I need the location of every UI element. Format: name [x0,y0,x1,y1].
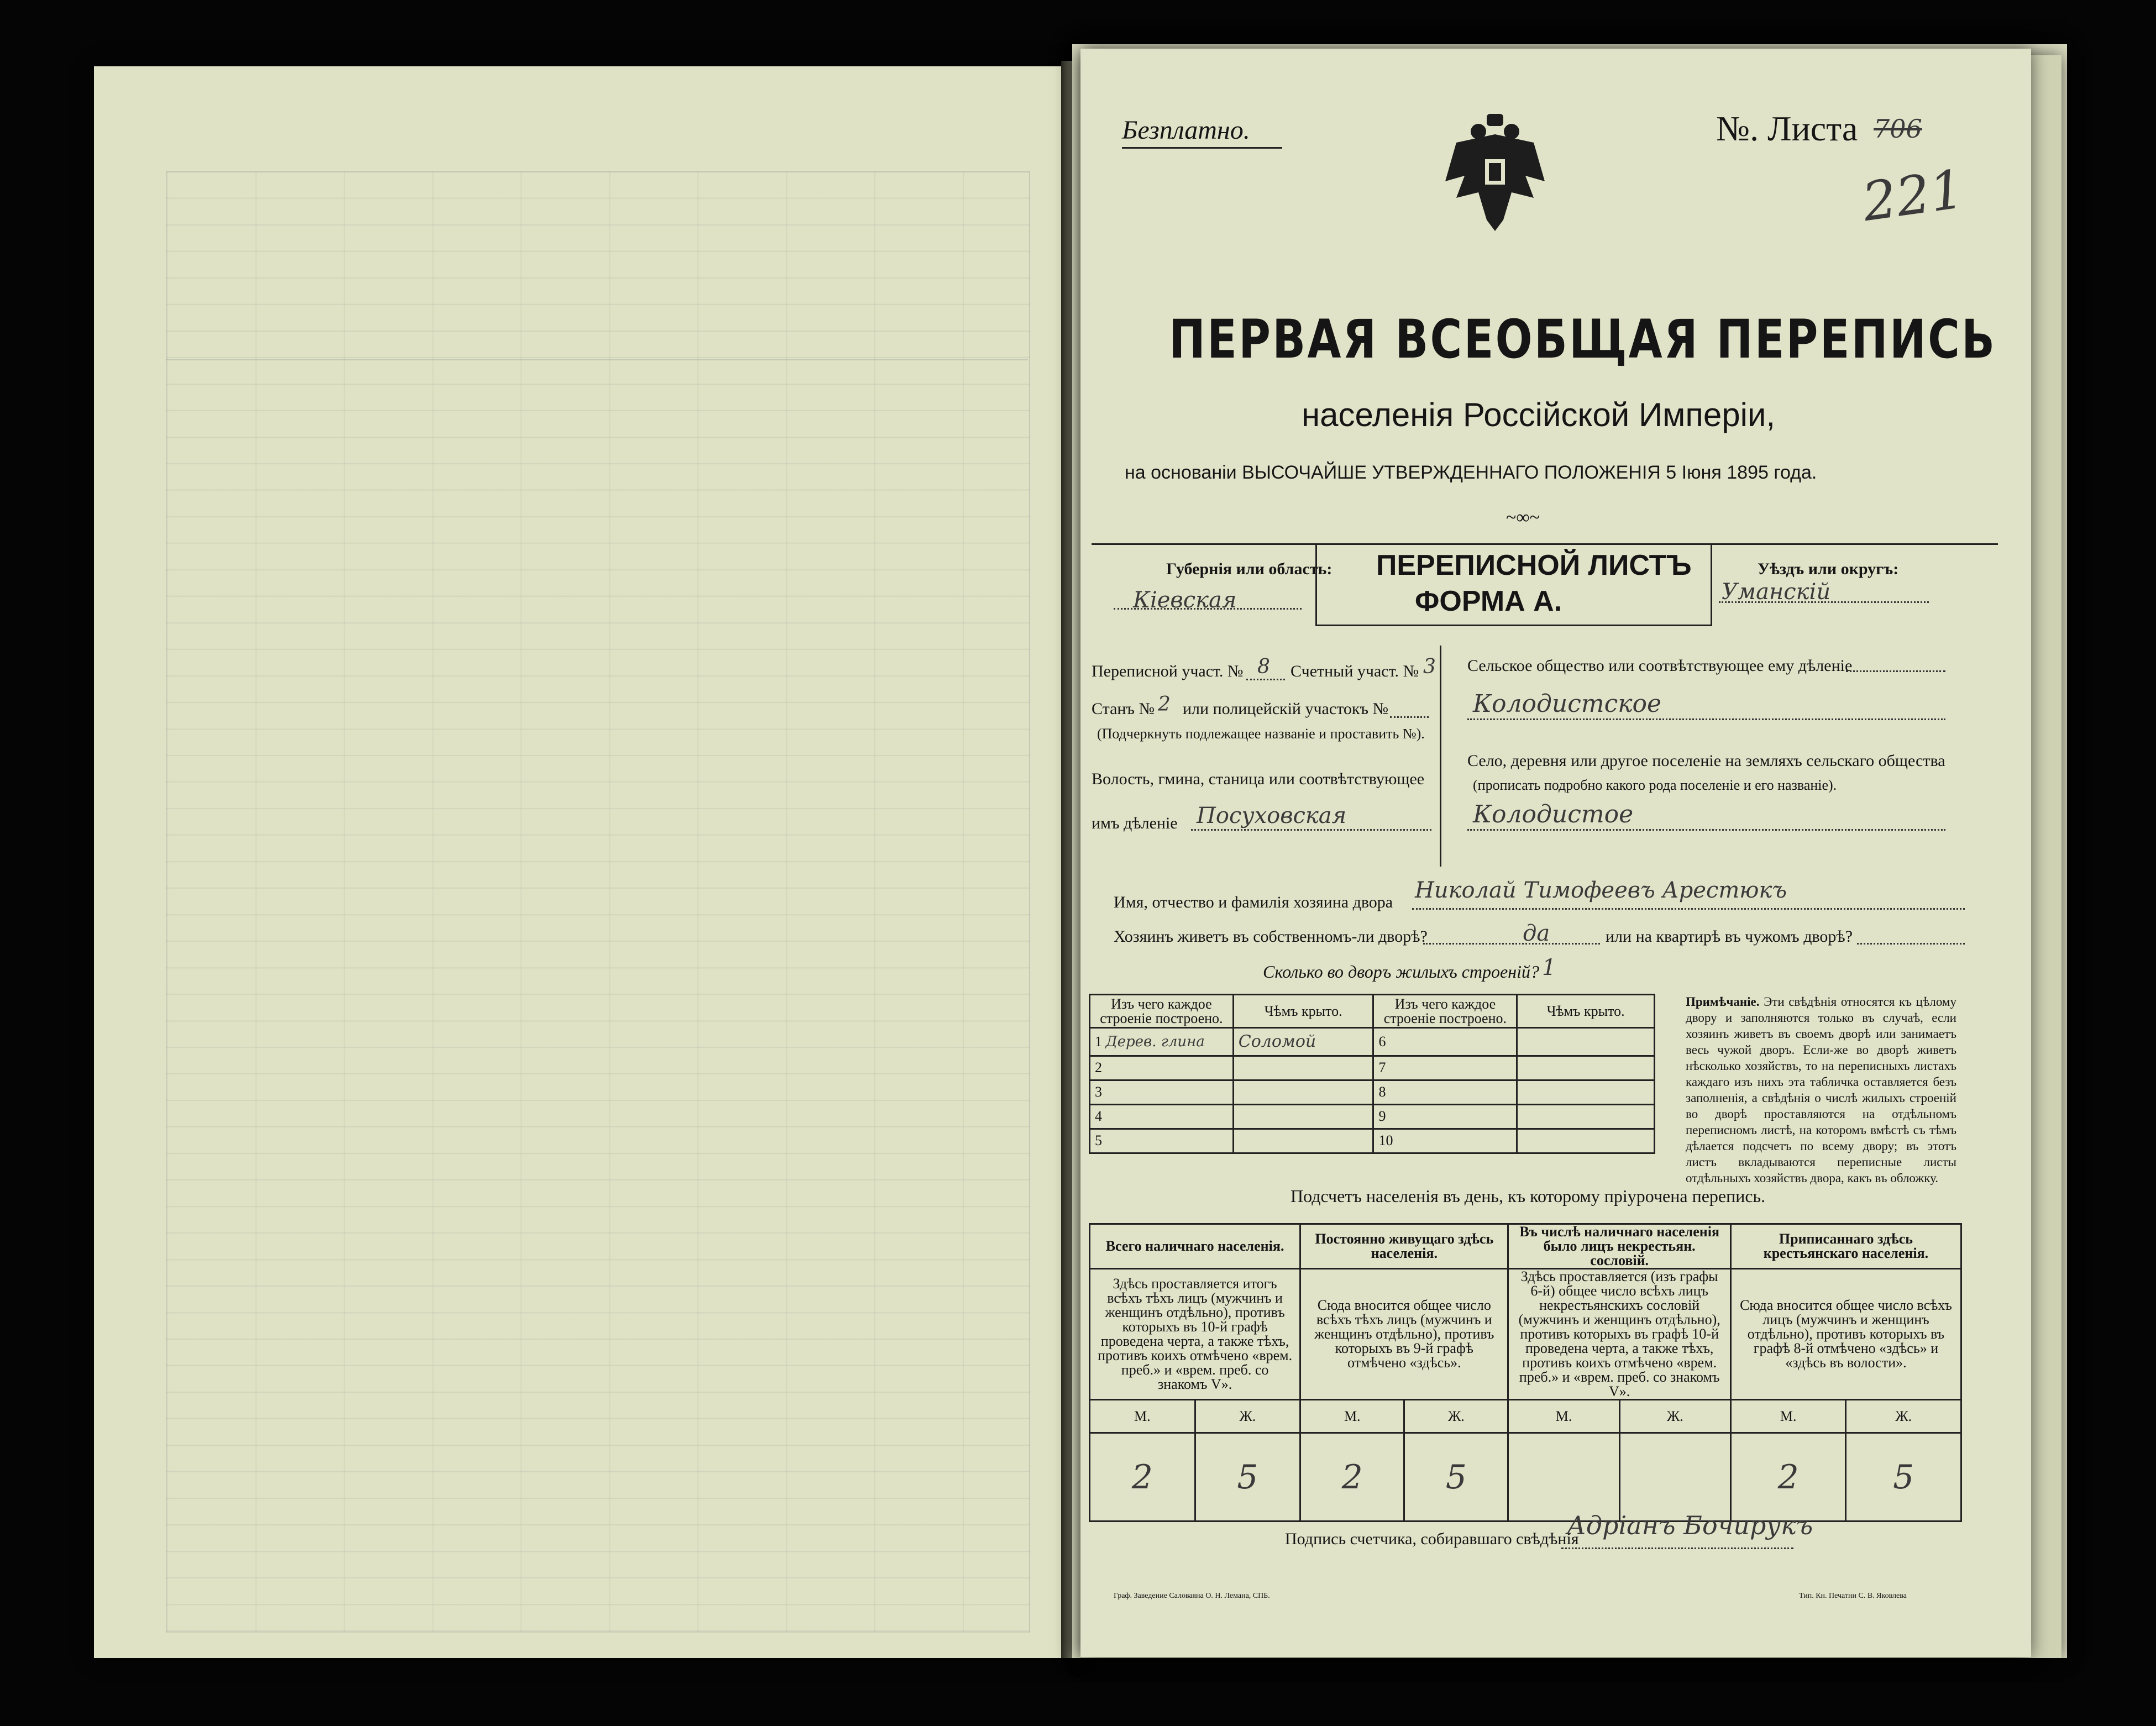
ornament-divider: ~∞~ [1506,507,1540,528]
owner-lives-line [1423,943,1600,945]
buildings-col-roof: Чѣмъ крыто. [1233,995,1373,1028]
imperial-eagle-icon [1440,109,1550,237]
sheet-number-label: №. Листа [1716,109,1858,148]
village-label-2: (прописать подробно какого рода поселеніе и его названіе). [1473,777,1837,793]
count-col-3-title: Въ числѣ наличнаго населенія было лицъ некрестьян. сословій. [1508,1224,1730,1269]
left-page [94,66,1078,1658]
footer-left-print: Граф. Заведение Саловаяна О. Н. Лемана, СПБ. [1114,1592,1270,1600]
buildings-col-roof-2: Чѣмъ крыто. [1517,995,1655,1028]
note-label: Примѣчаніе. [1686,995,1760,1009]
row-number: 2 [1090,1056,1234,1080]
free-underline [1122,147,1282,149]
footer-right-print: Тип. Кн. Печатни С. В. Яковлева [1799,1592,1907,1600]
row-number: 8 [1373,1080,1517,1104]
count-noncrest-zh [1619,1433,1730,1522]
owner-apartment-label: или на квартирѣ въ чужомъ дворѣ? [1606,927,1853,946]
row-number: 9 [1373,1104,1517,1129]
census-area-label: Переписной участ. № [1092,662,1244,680]
row-roof: Соломой [1233,1028,1373,1056]
buildings-label: Сколько во дворъ жилыхъ строеній? [1263,962,1539,982]
buildings-table [1089,994,1655,1154]
table-row [1090,1104,1655,1129]
row-number: 1 [1095,1033,1102,1050]
row-number: 5 [1090,1129,1234,1153]
buildings-col-material: Изъ чего каждое строеніе построено. [1090,995,1234,1028]
count-total-zh: 5 [1195,1433,1300,1522]
m-header: М. [1730,1400,1846,1433]
underline-note: (Подчеркнуть подлежащее названіе и проставить №). [1097,726,1425,742]
row-number: 7 [1373,1056,1517,1080]
count-col-2-desc: Сюда вносится общее число всѣхъ тѣхъ лицъ (мужчинъ и женщинъ отдѣльно), противъ которыхъ въ 9-й графѣ отмѣчено «здѣсь». [1300,1269,1508,1400]
sheet-number-handwritten: 221 [1859,158,1968,234]
m-header: М. [1300,1400,1404,1433]
volost-value: Посуховская [1197,803,1347,828]
stan-label: Станъ № [1092,700,1155,718]
main-title: ПЕРВАЯ ВСЕОБЩАЯ ПЕРЕПИСЬ [1169,308,1997,370]
count-total-m: 2 [1090,1433,1195,1522]
count-col-4-title: Приписаннаго здѣсь крестьянскаго населенія. [1730,1224,1961,1269]
zh-header: Ж. [1619,1400,1730,1433]
table-row [1090,1129,1655,1153]
society-line-end [1846,670,1945,672]
census-area-line [1246,679,1285,680]
signature-label: Подпись счетчика, собиравшаго свѣдѣнія [1285,1530,1579,1548]
count-resident-m: 2 [1300,1433,1404,1522]
note-text: Эти свѣдѣнія относятся къ цѣлому двору и заполняются только въ случаѣ, если хозяинъ живетъ въ своемъ дворѣ или занимаетъ весь чужой дворъ. Если-же во дворѣ живетъ нѣсколько хозяйствъ, то на переписныхъ листахъ каждаго изъ нихъ эта табличка оставляется безъ заполненія, а свѣдѣнія о числѣ жилыхъ строеній во дворѣ проставляются на отдѣльномъ переписномъ листѣ, на которомъ вмѣстѣ съ тѣмъ дѣлается подсчетъ по всему двору; въ этотъ листъ вкладываются переписные листы отдѣльныхъ хозяйствъ двора, какъ въ обложку. [1686,995,1956,1185]
table-row [1090,1028,1655,1056]
zh-header: Ж. [1195,1400,1300,1433]
police-label: или полицейскій участокъ № [1183,700,1389,718]
volost-line [1191,829,1431,831]
society-value: Колодистское [1473,690,1662,718]
village-line [1467,829,1945,831]
faded-grid [166,171,1030,1633]
form-box-divider-left [1315,543,1317,626]
count-col-1-title: Всего наличнаго населенія. [1090,1224,1300,1269]
form-title-line-1: ПЕРЕПИСНОЙ ЛИСТЪ [1376,549,1692,581]
note-block [1686,994,1956,1186]
signature-line [1561,1547,1793,1549]
buildings-col-material-2: Изъ чего каждое строеніе построено. [1373,995,1517,1028]
owner-name-label: Имя, отчество и фамилія хозяина двора [1114,893,1393,911]
zh-header: Ж. [1846,1400,1961,1433]
count-heading: Подсчетъ населенія въ день, къ которому пріурочена перепись. [1291,1186,1766,1206]
count-col-4-desc: Сюда вносится общее число всѣхъ лицъ (мужчинъ и женщинъ отдѣльно), противъ которыхъ въ графѣ 8-й отмѣчено «здѣсь» и «здѣсь въ волости». [1730,1269,1961,1400]
faded-header [166,171,1028,360]
counting-area-label: Счетный участ. № [1291,662,1419,680]
province-value: Кіевская [1133,587,1237,613]
row-material: Дерев. глина [1105,1033,1205,1050]
police-line [1390,716,1429,718]
table-row [1090,1080,1655,1104]
count-col-3-desc: Здѣсь проставляется (изъ графы 6-й) общее число всѣхъ лицъ некрестьянскихъ сословій (мужчинъ и женщинъ отдѣльно), противъ которыхъ въ графѣ 10-й проведена черта, а также тѣхъ, противъ коихъ отмѣчено «врем. преб.» и «врем. преб. со знакомъ V». [1508,1269,1730,1400]
district-line [1719,601,1929,603]
village-label-1: Село, деревня или другое поселеніе на земляхъ сельскаго общества [1467,752,1945,770]
table-row [1090,1056,1655,1080]
census-area-value: 8 [1257,655,1270,678]
m-header: М. [1508,1400,1619,1433]
zh-header: Ж. [1404,1400,1508,1433]
count-table [1089,1223,1962,1522]
free-label: Безплатно. [1122,116,1250,145]
buildings-value: 1 [1542,955,1556,980]
owner-name-value: Николай Тимофеевъ Арестюкъ [1415,878,1787,903]
owner-lives-value: да [1523,921,1550,946]
form-box-top-line [1092,543,1998,545]
count-col-2-title: Постоянно живущаго здѣсь населенія. [1300,1224,1508,1269]
fields-separator [1440,646,1441,867]
form-box-divider-right [1711,543,1712,626]
row-number: 4 [1090,1104,1234,1129]
volost-label-1: Волость, гмина, станица или соотвѣтствующее [1092,770,1425,788]
count-assigned-m: 2 [1730,1433,1846,1522]
counting-area-value: 3 [1423,655,1436,678]
society-line [1467,718,1945,720]
volost-label-2: имъ дѣленіе [1092,814,1178,832]
province-line [1114,608,1302,610]
owner-lives-label: Хозяинъ живетъ въ собственномъ-ли дворѣ? [1114,927,1428,946]
count-col-1-desc: Здѣсь проставляется итогъ всѣхъ тѣхъ лицъ (мужчинъ и женщинъ отдѣльно), противъ которыхъ въ 10-й графѣ проведена черта, а также тѣхъ, противъ коихъ отмѣчено «врем. преб.» и «врем. преб. со знакомъ V». [1090,1269,1300,1400]
society-label: Сельское общество или соотвѣтствующее ему дѣленіе [1467,657,1853,675]
owner-apartment-line [1857,943,1965,945]
count-noncrest-m [1508,1433,1619,1522]
form-title-line-2: ФОРМА А. [1415,585,1562,617]
row-number: 6 [1373,1028,1517,1056]
sheet-number-struck: 706 [1874,114,1922,144]
signature-value: Адріанъ Бочирукъ [1567,1510,1813,1540]
stan-value: 2 [1158,693,1171,716]
m-header: М. [1090,1400,1195,1433]
count-assigned-zh: 5 [1846,1433,1961,1522]
count-resident-zh: 5 [1404,1433,1508,1522]
owner-name-line [1412,908,1965,910]
row-number: 10 [1373,1129,1517,1153]
form-box-bottom-line [1315,625,1712,626]
sub-title: населенія Россійской Имперіи, [1302,396,1776,433]
district-label: Уѣздъ или округъ: [1758,560,1899,578]
village-value: Колодистое [1473,800,1634,828]
province-label: Губернія или область: [1166,560,1333,578]
basis-line: на основаніи ВЫСОЧАЙШЕ УТВЕРЖДЕННАГО ПОЛОЖЕНІЯ 5 Іюня 1895 года. [1125,462,1817,483]
row-number: 3 [1090,1080,1234,1104]
census-form-page [1080,49,2031,1657]
district-value: Уманскій [1722,579,1831,605]
